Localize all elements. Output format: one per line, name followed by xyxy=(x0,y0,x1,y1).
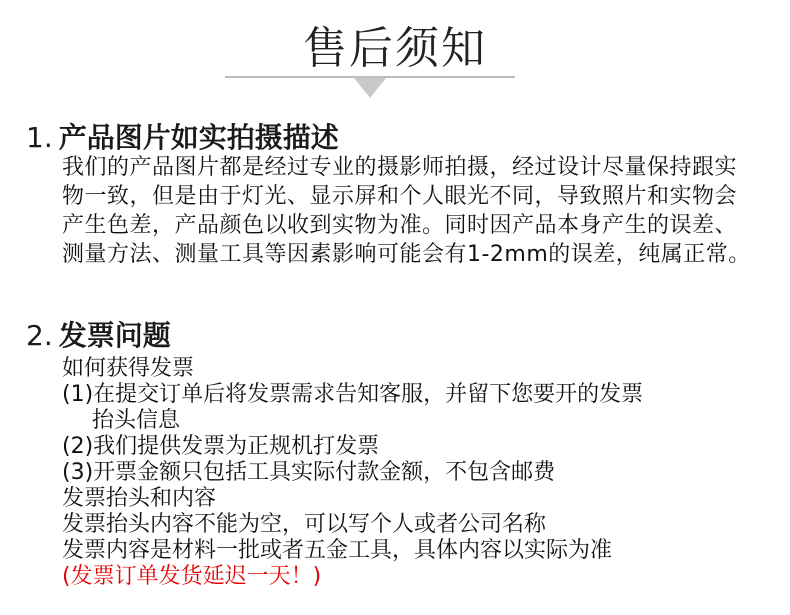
invoice-line: 发票抬头和内容 xyxy=(62,486,217,511)
down-arrow-icon xyxy=(354,78,386,98)
section1-body: 我们的产品图片都是经过专业的摄影师拍摄，经过设计尽量保持跟实物一致，但是由于灯光、显示屏和个人眼光不同，导致照片和实物会产生色差，产品颜色以收到实物为准。同时因产品本身产生的误差、测量方法、测量工具等因素影响可能会有1-2mm的误差，纯属正常。 xyxy=(62,155,751,267)
page-title: 售后须知 xyxy=(303,23,487,74)
section2-title: 发票问题 xyxy=(58,319,171,352)
section2-number: 2. xyxy=(26,319,53,352)
section2-heading xyxy=(26,314,171,354)
invoice-line: (1)在提交订单后将发票需求告知客服，并留下您要开的发票 xyxy=(62,382,644,407)
section1-number: 1. xyxy=(26,121,53,154)
delay-warning: (发票订单发货延迟一天！) xyxy=(62,564,322,589)
invoice-line: 抬头信息 xyxy=(92,408,181,433)
invoice-line: 发票抬头内容不能为空，可以写个人或者公司名称 xyxy=(62,512,547,537)
section1-heading xyxy=(26,116,339,156)
invoice-line: (2)我们提供发票为正规机打发票 xyxy=(62,434,380,459)
invoice-line: 如何获得发票 xyxy=(62,356,195,381)
invoice-line: 发票内容是材料一批或者五金工具，具体内容以实际为准 xyxy=(62,538,613,563)
section1-title: 产品图片如实拍摄描述 xyxy=(58,121,339,154)
invoice-line: (3)开票金额只包括工具实际付款金额，不包含邮费 xyxy=(62,460,556,485)
